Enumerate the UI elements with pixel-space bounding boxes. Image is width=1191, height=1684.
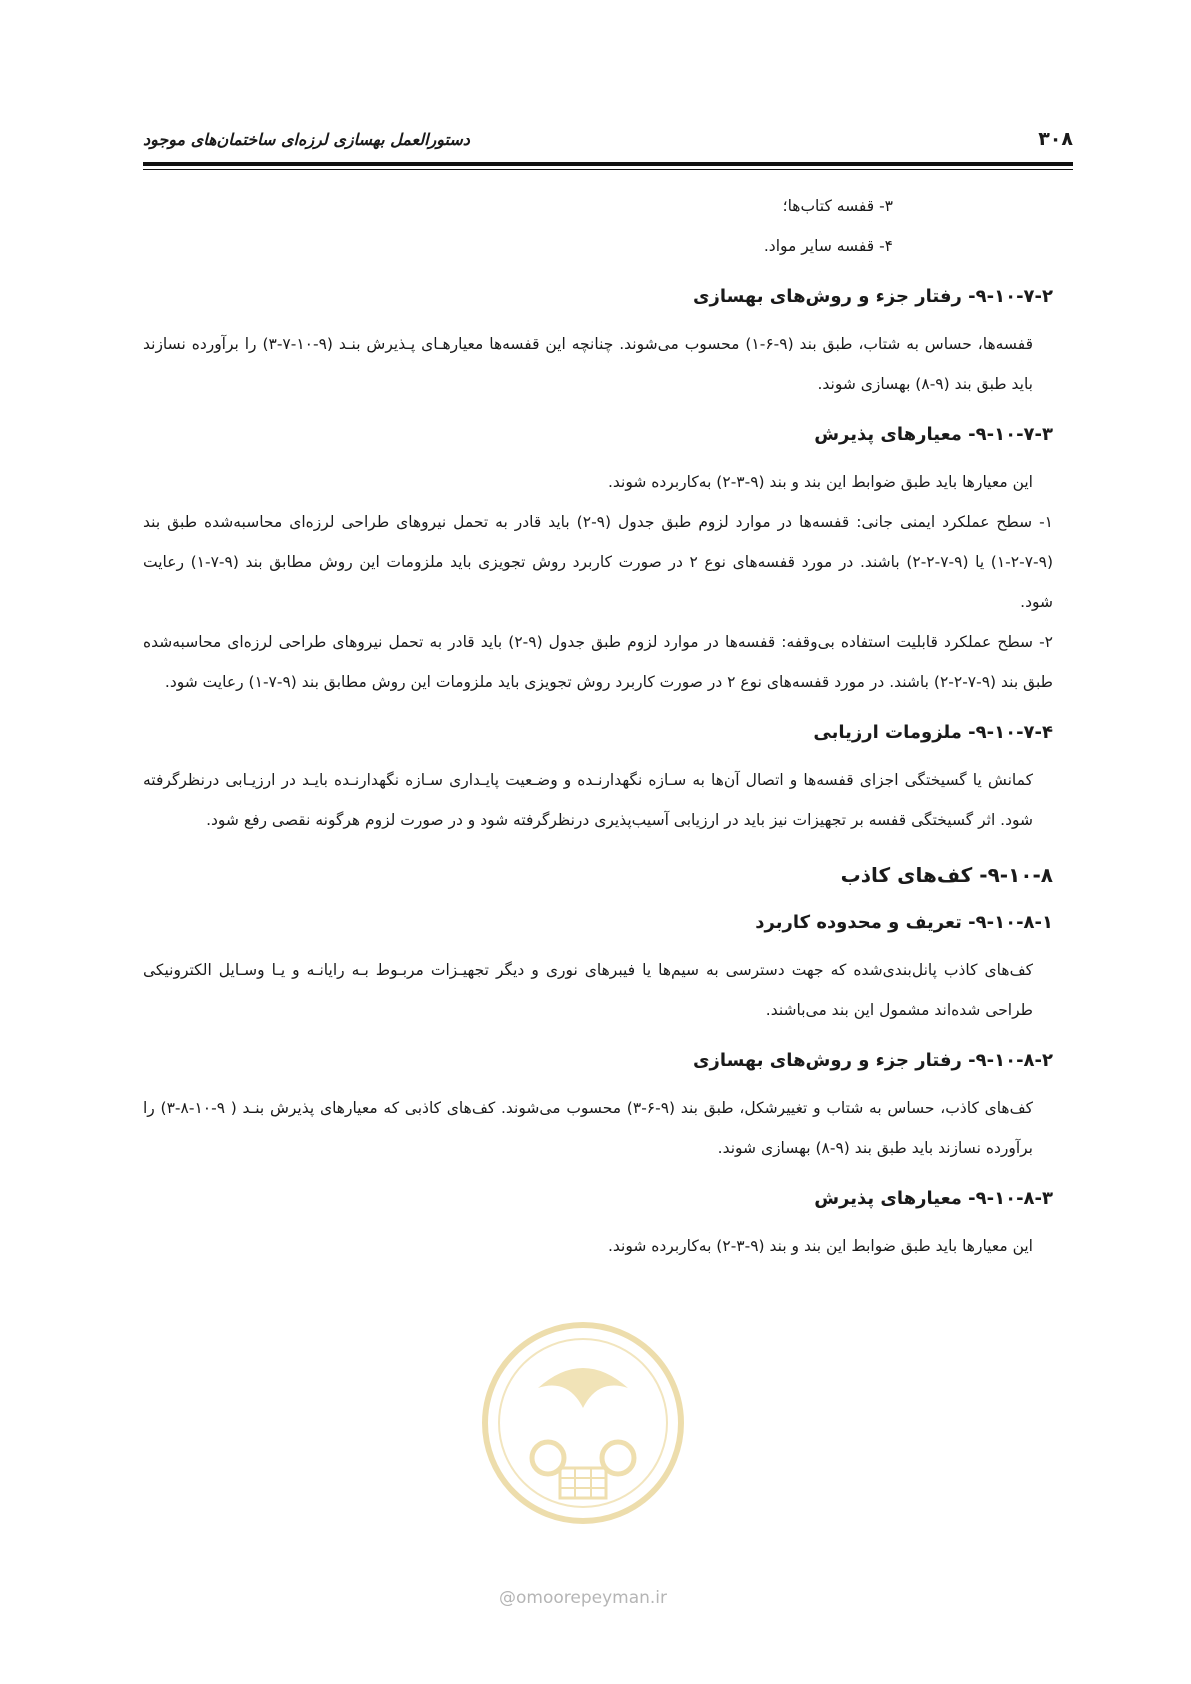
list-item: ۳- قفسه کتاب‌ها؛ — [782, 197, 893, 215]
page-number: ۳۰۸ — [1038, 128, 1073, 150]
paragraph: این معیارها باید طبق ضوابط این بند و بند (۹-۳-۲) به‌کاربرده شوند. — [607, 473, 1033, 491]
list-item: ۴- قفسه سایر مواد. — [763, 237, 893, 255]
paragraph: ۲- سطح عملکرد قابلیت استفاده بی‌وقفه: قفسه‌ها در موارد لزوم طبق جدول (۹-۲) باید قادر به تحمل نیروهای طراحی لرزه‌ای محاسبه‌شده طبق بند (۹-۷-۲-۲) باشند. در مورد قفسه‌های نوع ۲ در صورت کاربرد روش تجویزی باید ملزومات این روش مطابق بند (۹-۷-۱) رعایت شود. — [143, 633, 1053, 691]
watermark-url: @omoorepeyman.ir — [498, 1588, 668, 1608]
section-heading: ۹-۱۰-۷-۳- معیارهای پذیرش — [814, 424, 1053, 445]
paragraph: کف‌های کاذب پانل‌بندی‌شده که جهت دسترسی به سیم‌ها یا فیبرهای نوری و دیگر تجهیـزات مربـوط بـه رایانـه و یـا وسـایل الکترونیکی طراحی شده‌اند مشمول این بند می‌باشند. — [143, 961, 1033, 1019]
header-rule-thick — [143, 162, 1073, 166]
section-heading: ۹-۱۰-۸-۳- معیارهای پذیرش — [814, 1188, 1053, 1209]
paragraph: این معیارها باید طبق ضوابط این بند و بند (۹-۳-۲) به‌کاربرده شوند. — [607, 1237, 1033, 1255]
paragraph: قفسه‌ها، حساس به شتاب، طبق بند (۹-۶-۱) محسوب می‌شوند. چنانچه این قفسه‌ها معیارهـای پـذیرش بنـد (۹-۱۰-۷-۳) را برآورده نسازند باید طبق بند (۹-۸) بهسازی شوند. — [143, 335, 1034, 393]
page-header — [143, 128, 1073, 156]
section-heading: ۹-۱۰-۸-۲- رفتار جزء و روش‌های بهسازی — [692, 1050, 1053, 1071]
section-heading: ۹-۱۰-۸-۱- تعریف و محدوده کاربرد — [755, 912, 1053, 933]
chapter-heading: ۹-۱۰-۸- کف‌های کاذب — [840, 863, 1053, 887]
paragraph: کمانش یا گسیختگی اجزای قفسه‌ها و اتصال آن‌ها به سـازه نگهدارنـده و وضـعیت پایـداری سـازه نگهدارنـده بایـد در ارزیـابی درنظرگرفته شود. اثر گسیختگی قفسه بر تجهیزات نیز باید در ارزیابی آسیب‌پذیری درنظرگرفته شود و در صورت لزوم هرگونه نقصی رفع شود. — [143, 771, 1033, 829]
paragraph: کف‌های کاذب، حساس به شتاب و تغییرشکل، طبق بند (۹-۶-۳) محسوب می‌شوند. کف‌های کاذبی که معیارهای پذیرش بنـد ( ۹-۱۰-۸-۳) را برآورده نسازند باید طبق بند (۹-۸) بهسازی شوند. — [143, 1099, 1034, 1157]
page-body — [143, 186, 1053, 1266]
section-heading: ۹-۱۰-۷-۴- ملزومات ارزیابی — [813, 722, 1053, 743]
section-heading: ۹-۱۰-۷-۲- رفتار جزء و روش‌های بهسازی — [692, 286, 1053, 307]
running-title: دستورالعمل بهسازی لرزه‌ای ساختمان‌های موجود — [143, 130, 470, 149]
watermark-seal-icon — [478, 1318, 688, 1528]
header-rule-thin — [143, 169, 1073, 170]
paragraph: ۱- سطح عملکرد ایمنی جانی: قفسه‌ها در موارد لزوم طبق جدول (۹-۲) باید قادر به تحمل نیروهای طراحی لرزه‌ای محاسبه‌شده طبق بند (۹-۷-۲-۱) یا (۹-۷-۲-۲) باشند. در مورد قفسه‌های نوع ۲ در صورت کاربرد روش تجویزی باید ملزومات این روش مطابق بند (۹-۷-۱) رعایت شود. — [143, 513, 1053, 611]
